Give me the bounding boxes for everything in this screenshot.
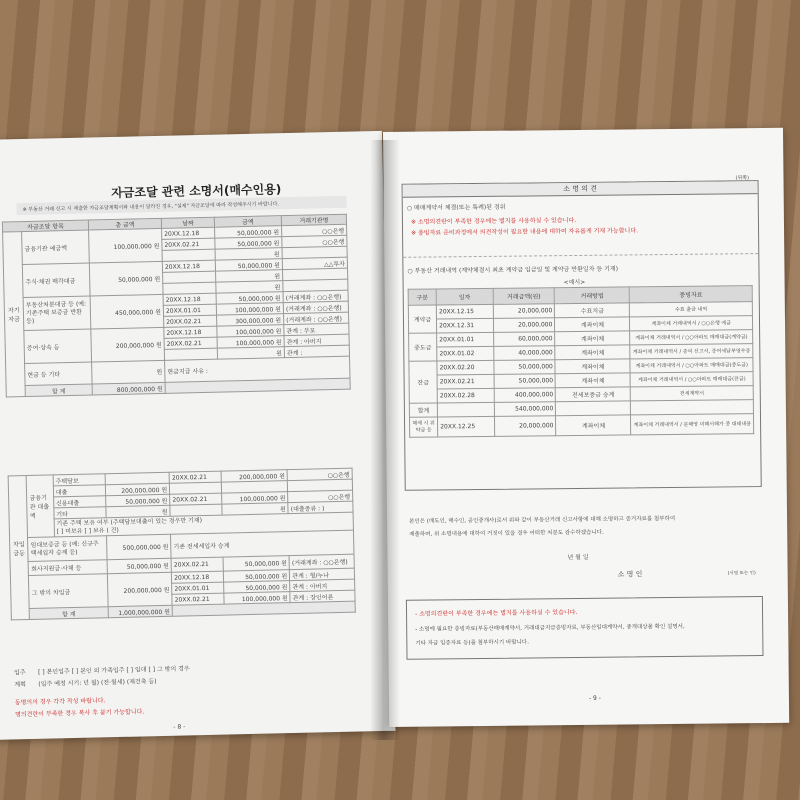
sign-note: (서명 또는 인) [727, 571, 756, 577]
left-page-number: - 8 - [173, 723, 186, 731]
red-note-2: ※ 증빙자료 준비과정에서 의견작성이 필요한 내용에 대하여 자유롭게 기재 가능합니다. [411, 227, 639, 237]
left-foot-1: 동명의의 경우 각각 작성 바랍니다. [14, 697, 106, 707]
col-amount: 거래금액(원) [493, 288, 555, 305]
deposit-item: 임대보증금 등 (예: 신규주택세입자 승계 등) [28, 536, 107, 562]
tx-proof: 수표 출금 내역 [630, 302, 753, 317]
row-amount: 50,000,000 원 [215, 259, 282, 272]
tx-method: 계좌이체 [555, 359, 630, 374]
other-date: 20XX.02.21 [172, 593, 224, 605]
example-label: <예시> [563, 278, 586, 287]
row-org: (거래계좌 : ○○은행) [283, 290, 348, 302]
sum2-label: 합 계 [30, 607, 109, 620]
right-page [383, 128, 789, 727]
row-org: ○○은행 [282, 224, 347, 236]
tx-amount: 20,000,000 [493, 318, 555, 333]
loan-org: ○○은행 [287, 468, 352, 480]
loan-item: 주택담보 [53, 474, 105, 486]
row-date: 20XX.01.01 [163, 304, 216, 316]
company-total: 50,000,000 원 [107, 558, 172, 573]
group-self: 자기자금 [3, 232, 26, 397]
tx-amount: 50,000,000 [494, 374, 556, 389]
deposit-total: 500,000,000 원 [106, 534, 171, 559]
kind: 잔금 [409, 361, 438, 403]
tx-method: 계좌이체 [555, 345, 630, 360]
tx-amount: 400,000,000 [494, 388, 556, 403]
other-date: 20XX.01.01 [172, 582, 224, 594]
col-amount: 금액 [214, 216, 281, 228]
row-amount: 100,000,000 원 [217, 325, 284, 338]
loan-total: 원 [106, 505, 171, 517]
tx-amount: 40,000,000 [493, 346, 555, 361]
opinion-box [402, 180, 762, 491]
left-page-title: 자금조달 관련 소명서(매수인용) [111, 182, 282, 201]
other-org: 관계 : 장인어른 [290, 590, 355, 602]
row-item: 주식·채권 매각대금 [22, 263, 90, 298]
bottom-note-2a: - 소명에 필요한 증빙자료(부동산매매계약서, 거래대금지급증빙자료, 부동산임대계약서, 중개대상물 확인 설명서, [415, 623, 685, 633]
tx-amount: 50,000,000 [494, 360, 556, 375]
row-org: (거래계좌 : ○○은행) [283, 301, 348, 313]
col-proof: 증빙자료 [630, 286, 753, 303]
loan-table [8, 468, 356, 621]
move-left-2: 계획 [14, 681, 27, 689]
loan-amount: 100,000,000 원 [222, 492, 288, 504]
row-org: (거래계좌 : ○○은행) [284, 312, 349, 324]
deposit-note: 기존 전세세입자 승계 [171, 530, 354, 558]
cancel-kind: 해제 시 위약금 등 [409, 417, 437, 437]
loan-item: 신용대출 [53, 496, 105, 508]
loan-date: 20XX.02.21 [170, 493, 222, 505]
row-total: 50,000,000 원 [89, 261, 163, 296]
cancel-amount: 20,000,000 [494, 416, 556, 437]
sum2-value: 1,000,000,000 원 [108, 605, 173, 617]
other-date: 20XX.12.18 [172, 571, 224, 583]
row-amount: 300,000,000 원 [217, 314, 284, 327]
tx-method: 계좌이체 [555, 317, 630, 332]
loan-item: 기타 [54, 507, 106, 519]
row-item: 금융기관 예금액 [22, 230, 90, 265]
sum-value: 540,000,000 [494, 402, 556, 417]
tx-amount: 60,000,000 [493, 332, 555, 347]
pledge-line-2: 제출하며, 위 소명내용에 대하여 거짓이 있을 경우 어떠한 처분도 감수하겠습니다. [409, 529, 604, 538]
tx-date: 20XX.02.21 [437, 374, 494, 389]
bottom-note-2b: 기타 자금 입증자료 등)를 첨부하시기 바랍니다. [415, 639, 529, 647]
other-org: 관계 : 형/누나 [290, 568, 355, 580]
sum-value: 800,000,000 원 [92, 382, 165, 395]
tx-date: 20XX.12.31 [437, 318, 494, 333]
other-total: 200,000,000 원 [107, 572, 172, 606]
tx-proof: 계좌이체 거래내역서 / ○○아파트 매매대금(잔금) [631, 372, 754, 387]
left-note-box [16, 196, 346, 215]
bottom-note-1: - 소명의견란이 부족한 경우에는 별지를 사용하실 수 있습니다. [415, 608, 578, 618]
loan-org: ○○은행 [288, 490, 353, 502]
tx-date: 20XX.01.01 [437, 332, 494, 347]
row-date: 20XX.02.21 [164, 315, 217, 327]
book-gutter [370, 140, 400, 740]
red-note-1: ※ 소명의견란이 부족한 경우에는 별지를 사용하실 수 있습니다. [410, 216, 577, 226]
other-org: 관계 : 아버지 [290, 579, 355, 591]
left-page [0, 131, 396, 740]
row-org: △△투자 [282, 257, 347, 269]
row-date: 20XX.12.18 [164, 326, 217, 338]
date-line: 년 월 일 [567, 553, 589, 562]
loan-amount: 200,000,000 원 [221, 470, 287, 482]
other-amount: 100,000,000 원 [224, 592, 290, 604]
loan-item: 대출 [53, 485, 105, 497]
row-amount: 100,000,000 원 [216, 303, 283, 316]
col-org: 거래기관명 [281, 214, 346, 225]
pledge-line-1: 본인은 (매도인, 매수인, 공인중개사)로서 위와 같이 부동산거래 신고사항에 대해 소명하고 증거자료를 첨부하여 [409, 515, 676, 525]
tx-date: 20XX.02.28 [437, 388, 494, 403]
tx-date: 20XX.12.15 [436, 304, 493, 319]
existing-house: 기존 주택 보유 여부 (주택담보대출이 있는 경우만 기재) [56, 516, 203, 527]
tx-method: 수표지급 [555, 303, 630, 318]
tx-date: 20XX.02.20 [437, 360, 494, 375]
sum-label: 합 계 [25, 384, 92, 397]
col-item: 자금조달 항목 [2, 220, 88, 232]
row-date: 20XX.12.18 [163, 293, 216, 305]
kind: 중도금 [409, 333, 437, 361]
tx-proof: 계좌이체 거래내역서 / ○○아파트 매매대금(계약금) [630, 330, 753, 345]
company-org: (거래계좌 : ○○은행) [289, 554, 354, 569]
row-total: 원 [92, 360, 165, 384]
company-date: 20XX.02.21 [171, 557, 223, 572]
row-item: 현금 등 기타 [25, 362, 92, 386]
question-2: ○ 부동산 거래내역 (계약체결시 최초 계약금 입금일 및 계약금 반환일자 등 기재) [407, 265, 619, 275]
cancel-proof: 계좌이체 거래내역서 / 문해영 미해서해가 중 대태내용 [631, 414, 754, 435]
row-date: 20XX.12.18 [162, 227, 215, 239]
row-org: 관계 : 부모 [284, 323, 349, 335]
row-item: 증여·상속 등 [24, 329, 92, 364]
row-amount: 50,000,000 원 [215, 226, 282, 239]
loan-amount: 원 [222, 503, 288, 515]
tx-method: 계좌이체 [555, 331, 630, 346]
row-org: 관계 : 아버지 [284, 334, 349, 346]
row-total: 200,000,000 원 [91, 327, 165, 362]
question-1: ○ 매매계약서 체결(또는 특례)된 경위 [406, 203, 506, 212]
row-total: 100,000,000 원 [89, 228, 163, 263]
transaction-table [408, 285, 755, 438]
loan-total: 200,000,000 원 [105, 483, 170, 495]
right-page-number: - 9 - [588, 694, 601, 702]
other-amount: 50,000,000 원 [224, 581, 290, 593]
cancel-date: 20XX.12.25 [438, 416, 495, 437]
funding-table: 자금조달 항목 총 금액 날짜 금액 거래기관명 자기자금 금융기관 예금액 100,000,000 원 20XX.12.18 50,000,000 원 ○○은행 20XX.02.21 50,000,000 원 ○○은행 원 주식·채권 매각대금 50,000,000 원 20XX.12.18 50,000,000 원 △△투자 원 원 부동산처분대금 등 (예: 기존주택 보증금 반환 등) 450,000,000 원 20XX.12.18 50,000,000 원 (거래계좌 : ○○은행) 20XX.01.01 100,000,000 원 (거래계좌 : ○○은행) 20XX.02.21 300,000,000 원 (거래계좌 : ○○은행) 증여·상속 등 200,000,000 원 20XX.12.18 100,000,000 원 관계 : 부모 20XX.02.21 100,000,000 원 관계 : 아버지 원 관계 : 현금 등 기타 원 현금지급 사유 : 합 계 800,000,000 원 [2, 214, 351, 398]
fin-label: 금융기관 대출액 [27, 475, 55, 538]
tx-proof: 계좌이체 거래내역서 / ○○아파트 매매대금(중도금) [630, 358, 753, 373]
loan-date: 20XX.02.21 [169, 471, 221, 483]
left-note: ※ 부동산 거래 신고 시 제출한 자금조달계획서와 내용이 달라진 경우, "실제" 자금조달에 따라 작성해주시기 바랍니다. [22, 201, 280, 214]
move-row-2: (입주 예정 시기: 년 월) (전·월세) (재건축 등) [38, 678, 157, 688]
row-org: ○○은행 [282, 235, 347, 247]
tx-proof: 계좌이체 거래내역서 / ○○은행 예금 [630, 316, 753, 331]
sum-label: 합계 [409, 403, 437, 417]
tx-method: 전세보증금 승계 [556, 387, 631, 402]
cash-note: 현금지급 사유 : [165, 356, 350, 382]
col-date: 날짜 [161, 217, 214, 228]
signer-label: 소 명 인 [617, 570, 643, 579]
tx-date: 20XX.01.02 [437, 346, 494, 361]
row-date: 20XX.02.21 [164, 337, 217, 349]
back-tag: (뒤쪽) [735, 175, 750, 182]
tx-amount: 20,000,000 [493, 304, 555, 319]
row-date: 20XX.02.21 [162, 238, 215, 250]
row-total: 450,000,000 원 [90, 294, 164, 329]
kind: 계약금 [408, 305, 436, 333]
notes-box [406, 596, 764, 660]
row-amount: 50,000,000 원 [216, 292, 283, 305]
loan-total: 50,000,000 원 [105, 494, 170, 506]
left-foot-2: 명의견란이 부족한 경우 복사 후 붙기 가능합니다. [14, 708, 145, 719]
tx-proof: 계좌이체 거래내역서 / 증여 신고서, 증여세납부영수증 [630, 344, 753, 359]
other-item: 그 밖의 차입금 [29, 574, 108, 609]
col-kind: 구분 [408, 289, 436, 305]
cancel-method: 계좌이체 [556, 415, 631, 436]
col-method: 거래방법 [555, 287, 630, 304]
tx-proof: 전세계약서 [631, 386, 754, 401]
row-amount: 50,000,000 원 [215, 237, 282, 250]
row-item: 부동산처분대금 등 (예: 기존주택 보증금 반환 등) [23, 296, 91, 331]
company-item: 회사지원금·사채 등 [29, 560, 108, 576]
loan-org: (대출종류 : ) [288, 501, 353, 513]
col-date: 일자 [436, 288, 493, 305]
move-left-1: 입주 [14, 669, 26, 677]
other-amount: 50,000,000 원 [224, 570, 290, 582]
tx-method: 계좌이체 [555, 373, 630, 388]
existing-options: [ ] 미보유 [ ] 보유 ( 건) [56, 526, 119, 535]
company-amount: 50,000,000 원 [223, 556, 289, 571]
group-borrow: 차입금등 [8, 476, 30, 620]
col-total: 총 금액 [88, 218, 161, 230]
opinion-header: 소 명 의 견 [403, 181, 758, 198]
row-amount: 100,000,000 원 [217, 336, 284, 349]
row-date: 20XX.12.18 [162, 260, 215, 272]
move-row-1: [ ] 본인입주 [ ] 본인 외 가족입주 [ ] 임대 [ ] 그 밖의 경우 [38, 665, 190, 676]
